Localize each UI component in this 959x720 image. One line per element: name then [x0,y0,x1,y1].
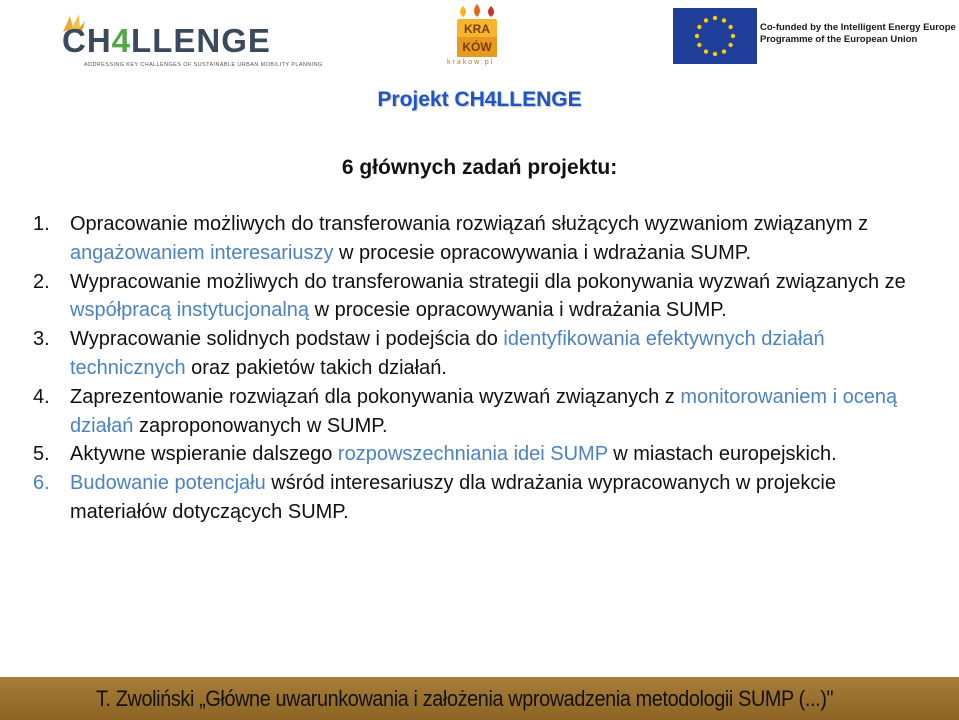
task-highlight: Budowanie potencjału [70,472,266,495]
task-list [33,210,938,527]
task-highlight: współpracą instytucjonalną [70,299,310,322]
krakow-url: krakow.pl [447,59,495,66]
eu-funding-line1: Co-funded by the Intelligent Energy Europe [760,22,956,33]
krakow-line1: KRA [464,22,490,36]
eu-flag [673,8,757,64]
task-highlight: identyfikowania efektywnych działań technicznych [70,328,825,379]
task-text: w miastach europejskich. [607,443,837,466]
task-text: zaproponowanych w SUMP. [133,414,388,437]
task-text: oraz pakietów takich działań. [185,356,447,379]
eu-funding-text [760,22,956,46]
project-title: Projekt CH4LLENGE [377,88,582,111]
footer-bar [0,677,959,720]
task-number: 1. [33,213,50,235]
task-item [33,325,938,383]
task-highlight: angażowaniem interesariuszy [70,241,334,264]
krakow-logo [443,4,509,68]
task-number: 6. [33,472,50,495]
task-number: 2. [33,270,50,293]
task-highlight: monitorowaniem i oceną działań [70,385,898,437]
eu-funding-line2: Programme of the European Union [760,34,918,45]
task-number: 3. [33,328,50,351]
task-item [33,440,938,469]
task-number: 4. [33,385,50,408]
task-text: wśród interesariuszy dla wdrażania wypracowanych w projekcie materiałów dotyczących SUMP. [70,472,836,523]
task-text: Wypracowanie możliwych do transferowania strategii dla pokonywania wyzwań związanych ze [70,270,906,293]
task-number: 5. [33,443,50,466]
krakow-line2: KÓW [462,40,492,54]
task-item [33,469,938,527]
task-item [33,268,938,326]
task-text: Zaprezentowanie rozwiązań dla pokonywania wyzwań związanych z [70,385,681,408]
task-text: Wypracowanie solidnych podstaw i podejścia do [70,328,504,351]
task-text: Aktywne wspieranie dalszego [70,443,338,466]
task-text: Opracowanie możliwych do transferowania rozwiązań służących wyzwaniom związanym z [70,213,869,235]
tasks-heading: 6 głównych zadań projektu: [341,156,618,179]
challenge-wordmark: CH4LLENGE [62,22,271,59]
task-text: w procesie opracowywania i wdrażania SUMP. [309,299,727,322]
task-highlight: rozpowszechniania idei SUMP [337,443,608,466]
eu-flag-icon [673,8,757,64]
task-item [33,383,938,441]
challenge-tagline: ADDRESSING KEY CHALLENGES OF SUSTAINABLE URBAN MOBILITY PLANNING [84,62,323,68]
footer-citation: T. Zwoliński „Główne uwarunkowania i założenia wprowadzenia metodologii SUMP (...)" [96,686,834,711]
task-item [33,210,938,268]
challenge-logo [62,10,323,72]
krakow-emblem-icon [443,4,509,58]
task-text: w procesie opracowywania i wdrażania SUMP. [333,241,752,264]
